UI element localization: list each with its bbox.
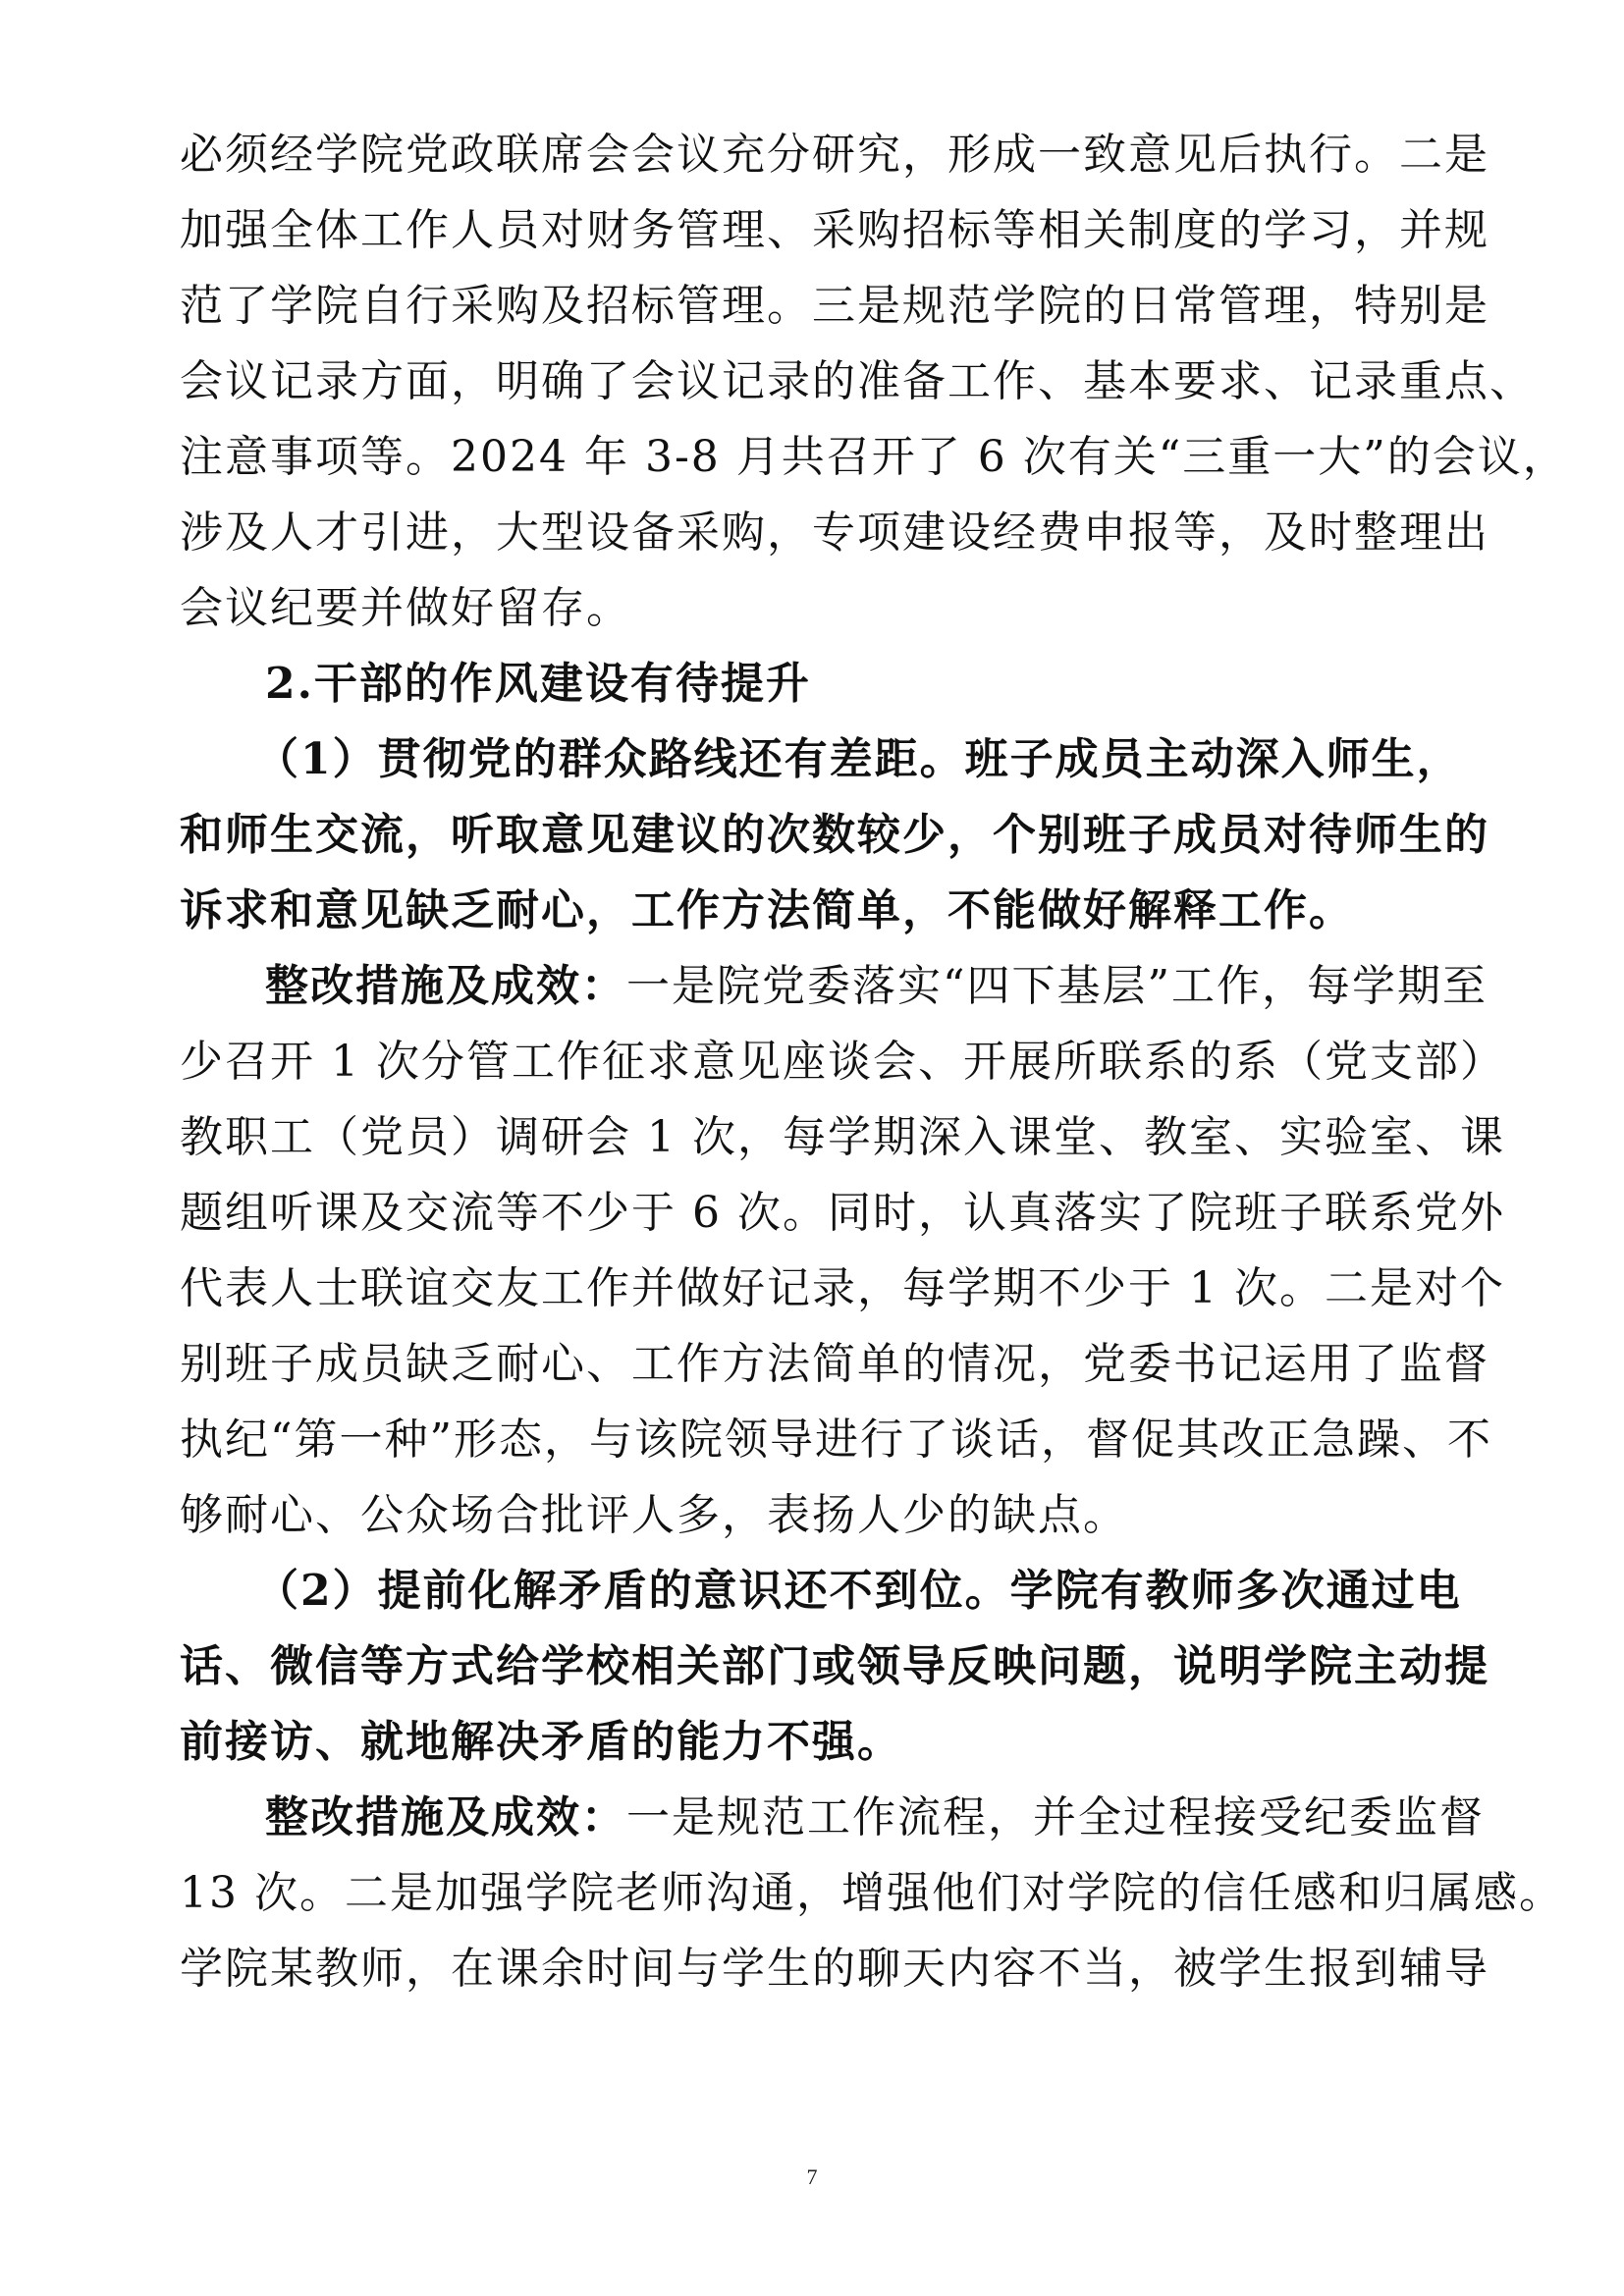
measures-text: 一是规范工作流程，并全过程接受纪委监督 — [626, 1792, 1485, 1842]
measures-first-line — [265, 962, 1542, 1011]
paragraph-line: 会议纪要并做好留存。 — [180, 583, 631, 633]
paragraph-line: 教职工（党员）调研会 1 次，每学期深入课堂、教室、实验室、课 — [180, 1112, 1505, 1162]
paragraph-line: 必须经学院党政联席会会议充分研究，形成一致意见后执行。二是 — [180, 130, 1489, 180]
measures-text: 一是院党委落实“四下基层”工作，每学期至 — [626, 961, 1488, 1011]
paragraph-line: 涉及人才引进，大型设备采购，专项建设经费申报等，及时整理出 — [180, 507, 1489, 558]
section-heading: 2.干部的作风建设有待提升 — [265, 659, 811, 709]
paragraph-line: 会议记录方面，明确了会议记录的准备工作、基本要求、记录重点、 — [180, 356, 1535, 406]
page-number: 7 — [806, 2164, 818, 2189]
issue-line: 话、微信等方式给学校相关部门或领导反映问题，说明学院主动提 — [180, 1641, 1489, 1691]
issue-line: 前接访、就地解决矛盾的能力不强。 — [180, 1717, 902, 1767]
issue-line: （2）提前化解矛盾的意识还不到位。学院有教师多次通过电 — [255, 1566, 1462, 1616]
paragraph-line: 13 次。二是加强学院老师沟通，增强他们对学院的信任感和归属感。 — [180, 1868, 1564, 1918]
paragraph-line: 少召开 1 次分管工作征求意见座谈会、开展所联系的系（党支部） — [180, 1037, 1505, 1087]
measures-label: 整改措施及成效： — [265, 1792, 626, 1842]
paragraph-line: 别班子成员缺乏耐心、工作方法简单的情况，党委书记运用了监督 — [180, 1339, 1489, 1389]
issue-line: 和师生交流，听取意见建议的次数较少，个别班子成员对待师生的 — [180, 810, 1489, 860]
measures-label: 整改措施及成效： — [265, 961, 626, 1011]
paragraph-line: 学院某教师，在课余时间与学生的聊天内容不当，被学生报到辅导 — [180, 1944, 1489, 1994]
paragraph-line: 够耐心、公众场合批评人多，表扬人少的缺点。 — [180, 1490, 1128, 1540]
issue-line: （1）贯彻党的群众路线还有差距。班子成员主动深入师生， — [255, 734, 1462, 784]
paragraph-line: 注意事项等。2024 年 3-8 月共召开了 6 次有关“三重一大”的会议， — [180, 432, 1568, 482]
paragraph-line: 题组听课及交流等不少于 6 次。同时，认真落实了院班子联系党外 — [180, 1188, 1505, 1238]
paragraph-line: 范了学院自行采购及招标管理。三是规范学院的日常管理，特别是 — [180, 281, 1489, 331]
paragraph-line: 执纪“第一种”形态，与该院领导进行了谈话，督促其改正急躁、不 — [180, 1415, 1492, 1465]
paragraph-line: 加强全体工作人员对财务管理、采购招标等相关制度的学习，并规 — [180, 205, 1489, 255]
measures-first-line — [265, 1793, 1542, 1842]
paragraph-line: 代表人士联谊交友工作并做好记录，每学期不少于 1 次。二是对个 — [180, 1263, 1505, 1313]
issue-line: 诉求和意见缺乏耐心，工作方法简单，不能做好解释工作。 — [180, 885, 1354, 935]
